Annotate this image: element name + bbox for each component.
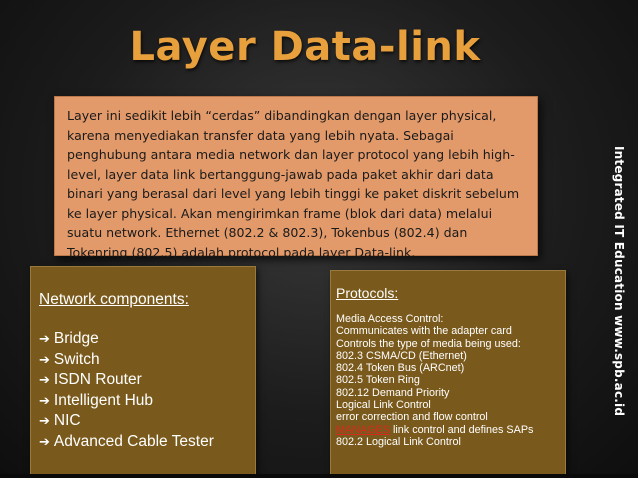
arrow-right-icon: ➔ [39, 332, 50, 347]
arrow-right-icon: ➔ [39, 414, 50, 430]
protocol-line: Communicates with the adapter card [336, 325, 512, 338]
network-components-heading: Network components: [39, 291, 189, 308]
side-footer-text: Integrated IT Education www.spb.ac.id [612, 146, 626, 417]
arrow-right-icon: ➔ [39, 434, 50, 450]
bottom-bar [0, 474, 638, 478]
slide-title: Layer Data-link [129, 24, 481, 70]
protocols-heading: Protocols: [336, 285, 399, 301]
list-item: ➔ Bridge [39, 330, 99, 347]
protocol-line: 802.4 Token Bus (ARCnet) [336, 362, 465, 375]
protocol-line: 802.5 Token Ring [336, 374, 420, 387]
protocols-panel [330, 270, 566, 478]
protocol-line: Media Access Control: [336, 313, 444, 325]
list-item: ➔ Switch [39, 350, 100, 368]
network-components-list [39, 329, 249, 453]
list-item: ➔ Advanced Cable Tester [39, 432, 214, 450]
manages-highlight: MANAGES [336, 423, 390, 436]
protocol-line: Controls the type of media being used: [336, 337, 521, 350]
protocol-line: error correction and flow control [336, 411, 488, 424]
list-item: ➔ ISDN Router [39, 371, 142, 389]
protocol-line: 802.3 CSMA/CD (Ethernet) [336, 349, 467, 362]
arrow-right-icon: ➔ [39, 352, 50, 368]
arrow-right-icon: ➔ [39, 373, 50, 389]
protocol-line-manages: MANAGES link control and defines SAPs [336, 423, 534, 436]
list-item: ➔ Intelligent Hub [39, 391, 153, 409]
arrow-right-icon: ➔ [39, 393, 50, 409]
intro-text-box: Layer ini sedikit lebih “cerdas” dibandingkan dengan layer physical, karena menyediakan transfer data yang lebih nyata. Sebagai penghubung antara media network dan layer protocol yang lebih high-level, layer data link bertanggung-jawab pada paket akhir dari data binari yang berasal dari level yang lebih tinggi ke paket diskrit sebelum ke layer physical. Akan mengirimkan frame (blok dari data) melalui suatu network. Ethernet (802.2 & 802.3), Tokenbus (802.4) dan Tokenring (802.5) adalah protocol pada layer Data-link. [54, 96, 538, 256]
protocol-line: 802.2 Logical Link Control [336, 435, 461, 448]
protocol-line: Logical Link Control [336, 399, 431, 412]
network-components-panel [30, 266, 256, 478]
protocol-line: 802.12 Demand Priority [336, 386, 450, 399]
list-item: ➔ NIC [39, 412, 81, 430]
